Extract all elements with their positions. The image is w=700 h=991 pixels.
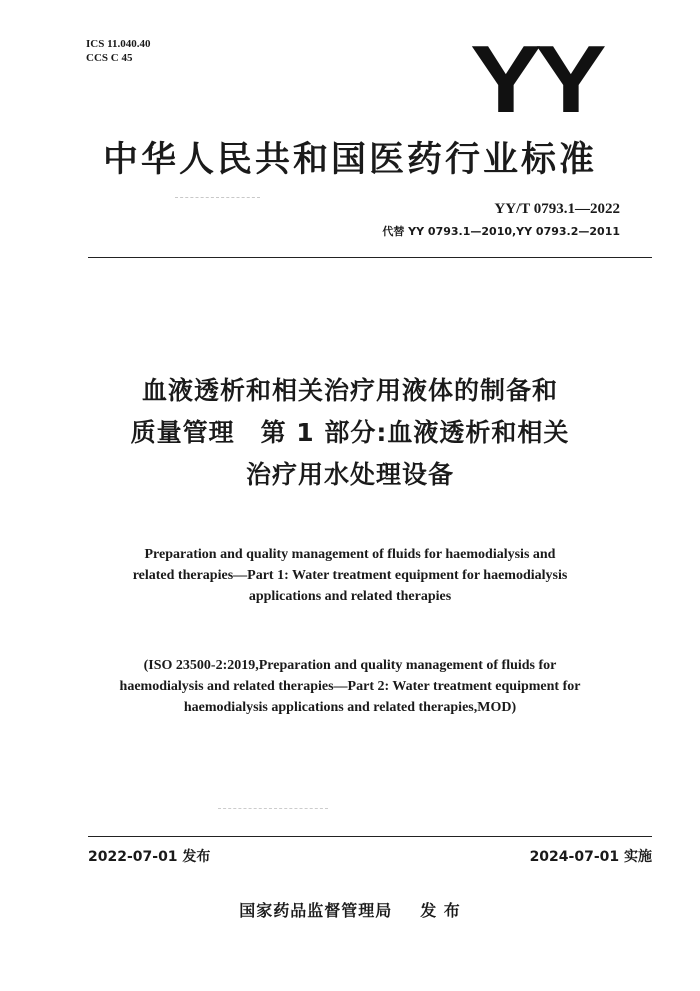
issuer-action: 发 布	[420, 901, 461, 920]
publish-date: 2022-07-01 发布	[88, 849, 211, 865]
header-divider	[88, 257, 652, 258]
organization-title: 中华人民共和国医药行业标准	[102, 140, 597, 180]
title-zh-line-3: 治疗用水处理设备	[245, 460, 454, 489]
iso-line-1: (ISO 23500-2:2019,Preparation and quality management of fluids for	[143, 658, 557, 673]
iso-line-2: haemodialysis and related therapies—Part 2: Water treatment equipment for	[119, 679, 581, 694]
ccs-code: CCS C 45	[86, 52, 133, 64]
title-zh-line-2: 质量管理 第 1 部分:血液透析和相关	[130, 418, 570, 447]
iso-reference	[70, 655, 630, 718]
title-en-line-2: related therapies—Part 1: Water treatment equipment for haemodialysis	[132, 568, 568, 583]
doc-number: YY/T 0793.1—2022	[494, 201, 620, 217]
iso-line-3: haemodialysis applications and related therapies,MOD)	[183, 700, 517, 715]
title-chinese	[0, 370, 700, 496]
classification-codes	[86, 37, 151, 65]
footer-divider	[88, 836, 652, 837]
yy-logo: YY	[470, 26, 600, 133]
issuer-name: 国家药品监督管理局	[239, 901, 393, 920]
title-zh-line-1: 血液透析和相关治疗用液体的制备和	[141, 376, 558, 405]
faint-mark-lower	[218, 808, 328, 809]
title-english	[70, 544, 630, 607]
ics-code: ICS 11.040.40	[86, 38, 151, 50]
replaces-note: 代替 YY 0793.1—2010,YY 0793.2—2011	[382, 225, 620, 238]
implement-date: 2024-07-01 实施	[529, 849, 652, 865]
issuer	[0, 898, 700, 921]
title-en-line-1: Preparation and quality management of fluids for haemodialysis and	[144, 547, 556, 562]
title-en-line-3: applications and related therapies	[248, 589, 452, 604]
faint-mark	[175, 197, 260, 199]
